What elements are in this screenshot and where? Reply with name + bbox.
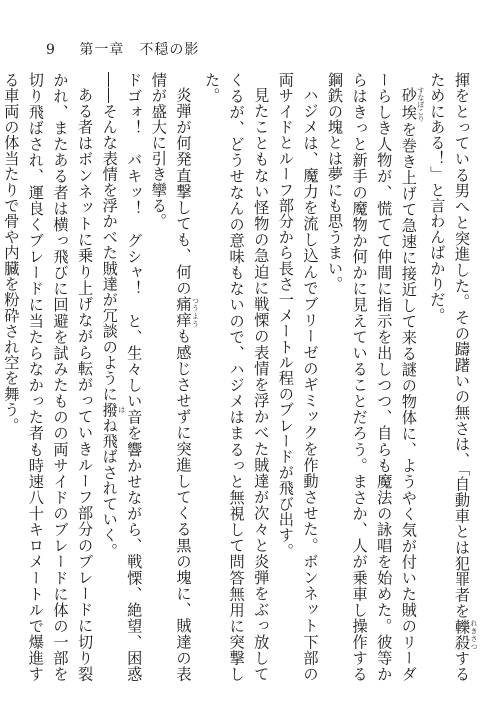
ruby-reading: つうよう — [191, 296, 200, 329]
text-run: を巻き上げて急速に接近して来る謎の物体に、ようやく気が付いた賊のリーダーらしき人物が、慌てて仲間に指示を出しつつ、自らも魔法の詠唱を始めた。彼等からはきっと新手の魔物か何かに見えていることだろう。まさか、人が乗車し操作する鋼鉄の塊とは夢にも思うまい。 — [326, 72, 418, 682]
ruby-annotation — [174, 296, 200, 329]
ruby-annotation — [453, 618, 478, 651]
ruby-base: 砂埃 — [399, 87, 418, 123]
running-header — [46, 39, 199, 59]
text-run: 見たこともない怪物の急迫に戦慄の表情を浮かべた賊達が次々と炎弾をぶっ放してくるが、どうせなんの意味もないので、ハジメはまるっと無視して問答無用に突撃した。 — [203, 72, 271, 682]
ruby-reading: は — [117, 401, 126, 418]
paragraph — [199, 72, 273, 682]
text-run: ある者はボンネットに乗り上げながら転がっていきルーフ部分のブレードに切り裂かれ、またある者は横っ飛びに回避を試みたものの両サイドのブレードに体の一部を切り飛ばされ、運良くブレードに当たらなかった者も時速八十キロメートルで爆進する車両の体当たりで骨や内臓を粉砕され空を舞う。 — [2, 72, 95, 682]
paragraph — [273, 72, 322, 682]
ruby-annotation — [399, 87, 425, 123]
text-run: 揮をとっている男へと突進した。その躊躇いの無さは、「自動車とは犯罪者を — [453, 72, 471, 619]
text-run: ドゴォ！ バキッ！ グシャ！ と、生々しい音を響かせながら、戦慄、絶望、困惑――そんな表情を浮かべた賊達が冗談のように — [100, 72, 144, 682]
text-run: 炎弾が何発直撃しても、何の — [174, 87, 193, 297]
text-run: するためにある！」と言わんばかりだ。 — [428, 72, 471, 682]
text-run: も感じさせずに突進してくる黒の塊に、賊達の表情が盛大に引き攣る。 — [149, 72, 193, 682]
ruby-base: 撥 — [100, 401, 119, 418]
paragraph — [0, 72, 97, 682]
ruby-reading: すなぼこり — [416, 87, 425, 123]
ruby-base: 痛痒 — [174, 296, 193, 329]
paragraph — [425, 72, 478, 682]
paragraph — [146, 72, 199, 682]
ruby-base: 轢殺 — [453, 618, 471, 651]
text-run: ハジメは、魔力を流し込んでブリーゼのギミックを作動させた。ボンネット下部の両サイドとルーフ部分から長さ一メートル程のブレードが飛び出す。 — [276, 72, 320, 682]
chapter-title: 第一章 不穏の影 — [79, 42, 200, 58]
paragraph — [322, 72, 424, 682]
vertical-body-text — [0, 72, 478, 682]
paragraph — [97, 72, 146, 682]
page-number: 9 — [46, 42, 56, 58]
ruby-annotation — [100, 401, 126, 418]
text-run: ね飛ばされていく。 — [100, 417, 119, 559]
ruby-reading: れきさつ — [470, 618, 478, 651]
